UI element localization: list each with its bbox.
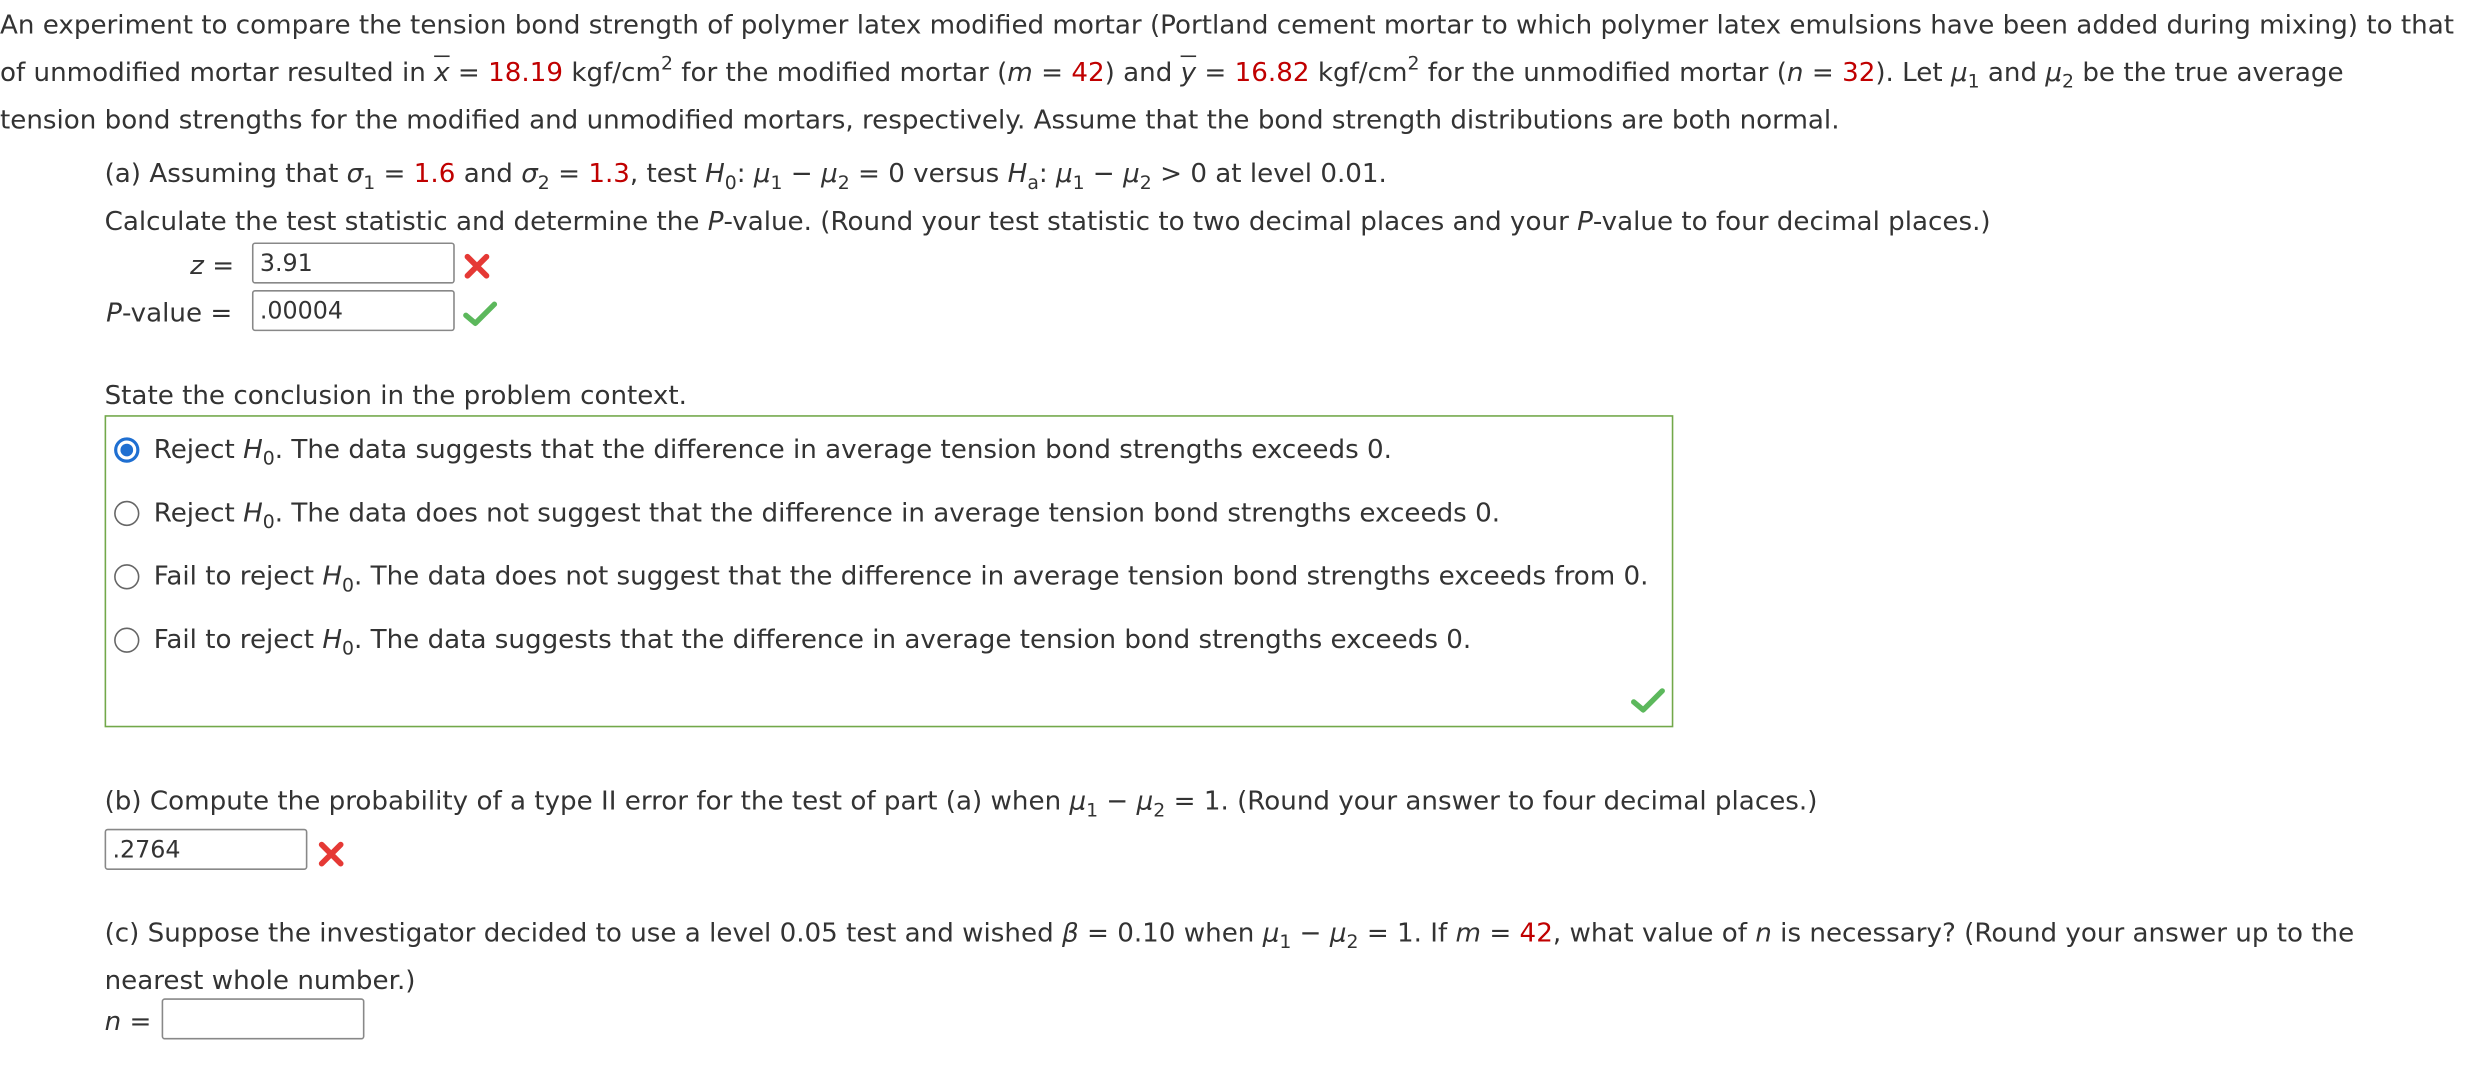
mu-symbol: μ: [753, 158, 771, 189]
sigma-symbol: σ: [346, 158, 364, 189]
equals: =: [558, 158, 581, 189]
option-text: . The data suggests that the difference in average tension bond strengths exceeds 0.: [354, 624, 1472, 655]
beta-symbol: β: [1062, 917, 1079, 948]
h-symbol: H: [322, 624, 343, 655]
ybar-symbol: $\overline{y}$: [1180, 57, 1197, 88]
colon: :: [1038, 158, 1048, 189]
part-a-text: -value to four decimal places.): [1592, 205, 1991, 237]
option-text: . The data suggests that the difference in average tension bond strengths exceeds 0.: [274, 434, 1392, 465]
subscript: 1: [363, 171, 376, 194]
part-c-text: = 0.10 when: [1087, 917, 1255, 948]
cross-icon: [317, 840, 346, 869]
equals: =: [1811, 57, 1834, 88]
subscript: 0: [262, 447, 275, 470]
part-c-prompt-line-2: [105, 965, 416, 995]
mu-symbol: μ: [1262, 917, 1280, 948]
p-symbol: P: [1577, 205, 1593, 237]
option-3-label[interactable]: [153, 560, 1649, 597]
n-input[interactable]: [162, 998, 365, 1039]
xbar-symbol: $\overline{x}$: [434, 57, 450, 88]
problem-text: of unmodified mortar resulted in: [0, 57, 426, 88]
part-a-text: (a) Assuming that: [104, 158, 339, 189]
part-a-text: Calculate the test statistic and determine the: [104, 205, 700, 237]
part-b-text: = 1. (Round your answer to four decimal places.): [1173, 785, 1818, 817]
mu-symbol: μ: [821, 158, 838, 189]
n-symbol: n: [104, 1006, 122, 1037]
option-prefix: Fail to reject: [153, 624, 315, 655]
part-b-answer-input[interactable]: .2764: [105, 829, 308, 870]
part-a-text: > 0 at level 0.01.: [1160, 158, 1387, 189]
part-c-text: is necessary? (Round your answer up to the: [1780, 917, 2355, 948]
n-symbol: n: [1755, 917, 1772, 948]
h-symbol: H: [243, 434, 263, 465]
m-symbol: m: [1007, 57, 1033, 88]
unit: kgf/cm: [571, 57, 661, 88]
part-c-prompt: [104, 917, 2355, 953]
subscript: 2: [1139, 171, 1152, 194]
radio-option-3[interactable]: [114, 564, 139, 589]
problem-line-2: [0, 52, 2344, 93]
subscript: 0: [262, 510, 275, 533]
pvalue-label: [106, 298, 232, 328]
problem-text: ). Let: [1875, 57, 1943, 88]
option-prefix: Reject: [153, 434, 235, 465]
mu-symbol: μ: [1055, 158, 1073, 189]
option-2-label[interactable]: [153, 497, 1501, 533]
sigma2-value: 1.3: [588, 158, 630, 189]
z-label: [190, 250, 234, 280]
part-c-text: (c) Suppose the investigator decided to use a level 0.05 test and wished: [104, 917, 1054, 948]
subscript: a: [1027, 171, 1039, 194]
colon: :: [736, 158, 746, 189]
conclusion-choices: [105, 415, 1674, 727]
pvalue-input[interactable]: .00004: [252, 290, 455, 331]
conclusion-prompt-text: State the conclusion in the problem context.: [104, 380, 687, 411]
subscript: 1: [1086, 798, 1099, 822]
m-symbol: m: [1455, 917, 1482, 948]
option-4-label[interactable]: [153, 624, 1472, 660]
subscript: 2: [837, 171, 850, 194]
problem-text: ) and: [1104, 57, 1173, 88]
n-label: [105, 1006, 152, 1036]
equals: =: [212, 250, 235, 281]
subscript: 2: [1346, 930, 1359, 953]
option-prefix: Fail to reject: [153, 560, 315, 592]
unit-exponent: 2: [1407, 52, 1420, 75]
n-symbol: n: [1786, 57, 1804, 88]
check-icon: [463, 299, 498, 328]
problem-text: for the modified mortar (: [681, 57, 1008, 88]
subscript: 1: [1967, 69, 1980, 93]
cross-icon: [463, 252, 492, 281]
subscript: 2: [2062, 69, 2075, 93]
h-symbol: H: [1007, 158, 1028, 189]
problem-line-1: [0, 10, 2454, 40]
minus: −: [1299, 917, 1322, 948]
n-value: 32: [1842, 57, 1876, 88]
equals: =: [129, 1006, 152, 1037]
problem-text: and: [1987, 57, 2038, 88]
h-symbol: H: [243, 497, 263, 528]
mu-symbol: μ: [1069, 785, 1087, 817]
part-a-text: = 0 versus: [858, 158, 1000, 189]
part-c-text: nearest whole number.): [104, 965, 416, 996]
subscript: 0: [342, 573, 355, 597]
p-symbol: P: [707, 205, 724, 237]
subscript: 1: [1072, 171, 1085, 194]
p-symbol: P: [106, 297, 122, 329]
part-a-text: -value. (Round your test statistic to two decimal places and your: [723, 205, 1569, 237]
radio-option-4[interactable]: [114, 628, 139, 653]
problem-text: for the unmodified mortar (: [1427, 57, 1787, 88]
problem-line-3: [0, 105, 1840, 135]
equals: =: [383, 158, 406, 189]
part-b-text: (b) Compute the probability of a type II error for the test of part (a) when: [104, 785, 1062, 817]
option-text: . The data does not suggest that the difference in average tension bond strengths exceeds from 0.: [354, 560, 1649, 592]
part-c-text: = 1. If: [1366, 917, 1448, 948]
part-c-text: , what value of: [1552, 917, 1747, 948]
equals: =: [1204, 57, 1227, 88]
minus: −: [790, 158, 813, 189]
problem-text: tension bond strengths for the modified and unmodified mortars, respectively. Assume that the bond strength distributions are both normal.: [0, 104, 1840, 135]
part-b-prompt: [104, 785, 1818, 822]
sigma-symbol: σ: [521, 158, 538, 189]
option-prefix: Reject: [153, 497, 235, 528]
minus: −: [1092, 158, 1115, 189]
sigma1-value: 1.6: [413, 158, 456, 189]
subscript: 1: [770, 171, 783, 194]
subscript: 1: [1279, 930, 1292, 953]
minus: −: [1106, 785, 1129, 817]
h-symbol: H: [705, 158, 725, 189]
unit-exponent: 2: [660, 52, 673, 75]
equals: =: [457, 57, 480, 88]
radio-option-1[interactable]: [114, 437, 139, 462]
ybar-value: 16.82: [1234, 57, 1310, 88]
h-symbol: H: [322, 560, 343, 592]
equals: =: [210, 297, 233, 329]
mu-symbol: μ: [1329, 917, 1347, 948]
mu-symbol: μ: [1136, 785, 1154, 817]
mu-symbol: μ: [2045, 57, 2063, 88]
subscript: 2: [537, 171, 550, 194]
m-value: 42: [1519, 917, 1553, 948]
option-text: . The data does not suggest that the difference in average tension bond strengths exceeds 0.: [274, 497, 1501, 528]
xbar-value: 18.19: [488, 57, 564, 88]
mu-symbol: μ: [1123, 158, 1140, 189]
subscript: 0: [724, 171, 737, 194]
pvalue-label-text: -value: [121, 297, 203, 329]
subscript: 2: [1153, 798, 1166, 822]
equals: =: [1041, 57, 1063, 88]
equals: =: [1489, 917, 1512, 948]
z-symbol: z: [190, 250, 204, 281]
unit: kgf/cm: [1317, 57, 1408, 88]
subscript: 0: [342, 637, 355, 660]
problem-text: An experiment to compare the tension bond strength of polymer latex modified mortar (Portland cement mortar to which polymer latex emulsions have been added during mixing) to that: [0, 9, 2454, 40]
z-input[interactable]: 3.91: [252, 242, 455, 283]
part-a-instructions: [105, 206, 1991, 236]
radio-option-2[interactable]: [114, 501, 139, 526]
part-a-prompt: [104, 158, 1387, 194]
conclusion-prompt: [105, 380, 687, 410]
part-a-text: , test: [629, 158, 697, 189]
option-1-label[interactable]: [153, 434, 1392, 470]
mu-symbol: μ: [1950, 57, 1968, 88]
problem-text: be the true average: [2082, 57, 2344, 88]
part-a-text: and: [463, 158, 513, 189]
m-value: 42: [1071, 57, 1105, 88]
check-icon: [1631, 686, 1666, 715]
